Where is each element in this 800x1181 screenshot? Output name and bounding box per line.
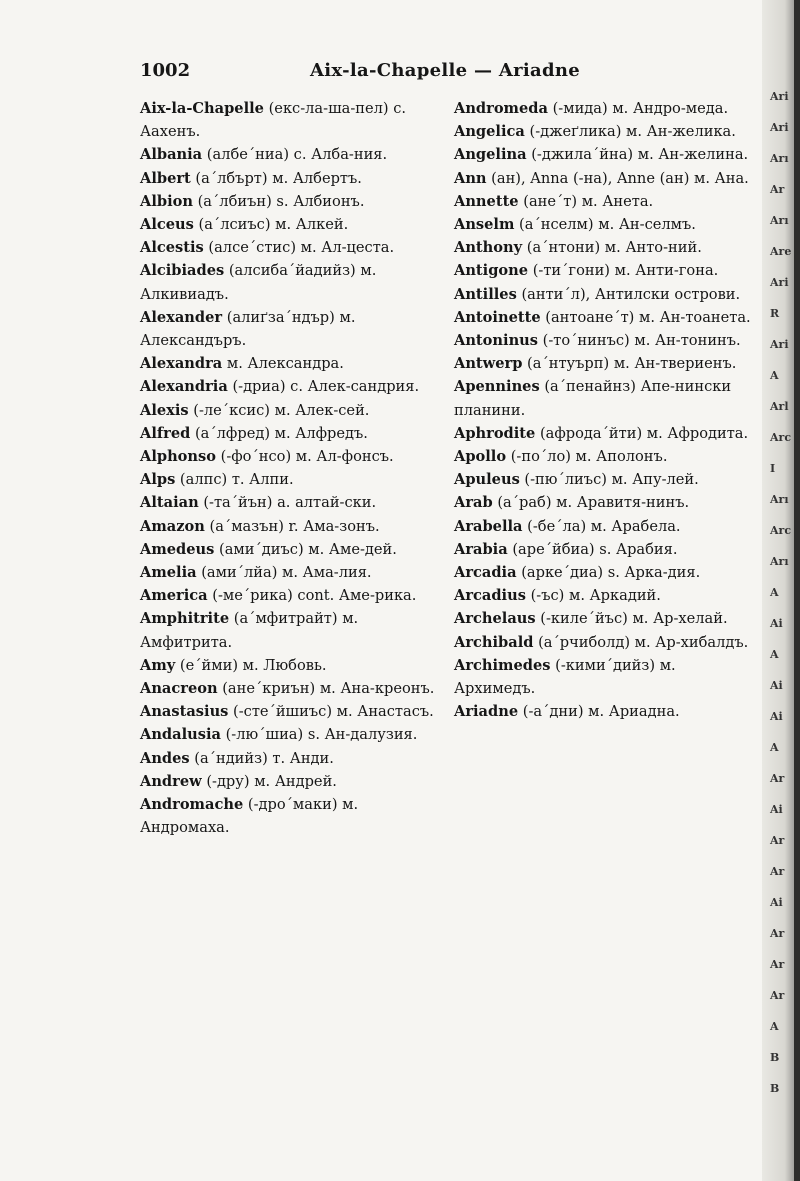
- next-page-fragment: B: [770, 1051, 780, 1064]
- entry-headword: Angelina: [454, 146, 527, 164]
- dictionary-entry: [454, 631, 754, 654]
- entry-headword: Antilles: [454, 285, 517, 303]
- entry-definition: (-ле´ксис) м. Алек-сей.: [188, 401, 370, 419]
- entry-definition: (-дро´маки) м. Андромаха.: [140, 796, 359, 837]
- entry-definition: (а´ндийз) т. Анди.: [189, 749, 334, 767]
- page-header: [140, 60, 760, 88]
- dictionary-entry: [140, 677, 440, 700]
- entry-headword: Amedeus: [140, 540, 215, 558]
- dictionary-entry: [140, 538, 440, 561]
- next-page-fragment: Ai: [770, 710, 783, 723]
- dictionary-entry: [140, 97, 440, 143]
- entry-headword: Archelaus: [454, 610, 536, 628]
- dictionary-entry: [140, 213, 440, 236]
- dictionary-entry: [454, 190, 754, 213]
- dictionary-entry: [140, 654, 440, 677]
- dictionary-entry: [140, 306, 440, 352]
- entry-definition: (антоане´т) м. Ан-тоанета.: [540, 308, 751, 326]
- next-page-fragment: I: [770, 462, 776, 475]
- dictionary-entry: [454, 584, 754, 607]
- entry-headword: Alps: [140, 471, 176, 489]
- next-page-fragment: Ai: [770, 679, 783, 692]
- dictionary-entry: [454, 352, 754, 375]
- entry-definition: (а´раб) м. Аравитя-нинъ.: [492, 494, 690, 512]
- entry-headword: Apuleus: [454, 471, 520, 489]
- next-page-fragment: Arc: [770, 431, 792, 444]
- next-page-fragment: Arı: [770, 493, 789, 506]
- next-page-fragment: Are: [770, 245, 792, 258]
- entry-definition: (а´нтони) м. Анто-ний.: [522, 239, 702, 257]
- entry-headword: Amy: [140, 656, 176, 674]
- next-page-fragment: Ar: [770, 989, 785, 1002]
- next-page-fragment: A: [770, 1020, 779, 1033]
- dictionary-entry: [140, 491, 440, 514]
- dictionary-entry: [140, 770, 440, 793]
- entry-definition: (-киле´йъс) м. Ар-хелай.: [535, 610, 728, 628]
- dictionary-entry: [140, 793, 440, 839]
- entry-definition: (а´лбърт) м. Албертъ.: [190, 169, 362, 187]
- entry-definition: (-кими´дийз) м. Архимедъ.: [454, 656, 676, 698]
- entry-headword: Archibald: [454, 633, 534, 651]
- dictionary-entry: [140, 352, 440, 375]
- next-page-fragment: Arı: [770, 214, 789, 227]
- left-column: [140, 97, 440, 840]
- entry-headword: Andromeda: [454, 100, 548, 117]
- dictionary-entry: [140, 747, 440, 770]
- entry-definition: (-сте´йшиъс) м. Анастасъ.: [228, 703, 434, 721]
- entry-definition: (а´пенайнз) Апе-нински планини.: [454, 378, 732, 419]
- dictionary-entry: [140, 259, 440, 305]
- entry-headword: Andes: [140, 749, 190, 767]
- dictionary-entry: [140, 468, 440, 491]
- entry-headword: Albania: [140, 146, 203, 164]
- entry-definition: (а´мфитрайт) м. Амфитрита.: [140, 610, 359, 651]
- dictionary-entry: [140, 445, 440, 468]
- entry-definition: (-та´йън) а. алтай-ски.: [198, 494, 377, 512]
- entry-definition: (-дру) м. Андрей.: [201, 772, 337, 790]
- dictionary-entry: [140, 607, 440, 653]
- dictionary-entry: [454, 306, 754, 329]
- entry-headword: Anastasius: [140, 703, 229, 721]
- dictionary-entry: [140, 236, 440, 259]
- entry-definition: (ане´т) м. Анета.: [518, 192, 654, 210]
- dictionary-entry: [454, 97, 754, 120]
- entry-headword: Apennines: [454, 378, 540, 396]
- entry-headword: Andrew: [140, 772, 202, 790]
- entry-definition: м. Александра.: [222, 355, 344, 373]
- entry-headword: Antwerp: [454, 355, 523, 373]
- next-page-fragment: A: [770, 586, 779, 599]
- entry-headword: Antoninus: [454, 332, 538, 350]
- dictionary-entry: [454, 236, 754, 259]
- next-page-fragment: Ari: [770, 121, 789, 134]
- entry-definition: (-джила´йна) м. Ан-желина.: [526, 146, 749, 164]
- dictionary-entry: [454, 120, 754, 143]
- entry-headword: Andromache: [140, 796, 244, 814]
- entry-headword: Alexander: [140, 308, 223, 326]
- dictionary-entry: [140, 561, 440, 584]
- entry-headword: Alphonso: [140, 448, 216, 466]
- entry-definition: (а´лфред) м. Алфредъ.: [190, 424, 368, 442]
- entry-definition: (анти´л), Антилски острови.: [516, 285, 741, 303]
- entry-definition: (а´лсиъс) м. Алкей.: [193, 216, 349, 234]
- entry-headword: Alceus: [140, 216, 194, 234]
- entry-definition: (-дриа) с. Алек-сандрия.: [227, 378, 420, 396]
- entry-headword: Anthony: [454, 239, 523, 257]
- dictionary-entry: [454, 329, 754, 352]
- dictionary-entry: [454, 422, 754, 445]
- entry-headword: Andalusia: [140, 726, 221, 744]
- entry-definition: (алиґза´ндър) м. Александъръ.: [140, 308, 356, 350]
- dictionary-entry: [140, 167, 440, 190]
- next-page-fragment: Ar: [770, 772, 785, 785]
- entry-definition: (а´рчиболд) м. Ар-хибалдъ.: [533, 633, 749, 651]
- entry-definition: (ами´лйа) м. Ама-лия.: [196, 564, 372, 582]
- next-page-fragment: A: [770, 648, 779, 661]
- next-page-fragment: Ai: [770, 617, 783, 630]
- entry-definition: (-ме´рика) cont. Аме-рика.: [207, 587, 417, 605]
- entry-headword: Albert: [140, 169, 191, 187]
- entry-headword: Aphrodite: [454, 424, 536, 442]
- entry-headword: Alcestis: [140, 239, 204, 257]
- entry-definition: (-пю´лиъс) м. Апу-лей.: [519, 471, 699, 489]
- entry-headword: Amazon: [140, 517, 205, 535]
- entry-headword: Amelia: [140, 564, 197, 582]
- entry-definition: (алсиба´йадийз) м. Алкивиадъ.: [140, 262, 377, 303]
- next-page-fragment: B: [770, 1082, 780, 1095]
- dictionary-entry: [140, 700, 440, 723]
- next-page-fragment: A: [770, 741, 779, 754]
- next-page-edge: [762, 0, 800, 1181]
- next-page-fragment: Ar: [770, 865, 785, 878]
- dictionary-entry: [454, 491, 754, 514]
- entry-definition: (-фо´нсо) м. Ал-фонсъ.: [215, 448, 394, 466]
- next-page-fragment: Ari: [770, 276, 789, 289]
- entry-headword: Aix-la-Chapelle: [140, 100, 264, 117]
- entry-definition: (алпс) т. Алпи.: [175, 471, 294, 489]
- entry-headword: Annette: [454, 192, 519, 210]
- entry-headword: Arcadia: [454, 564, 517, 582]
- entry-definition: (-лю´шиа) s. Ан-далузия.: [220, 726, 418, 744]
- entry-headword: Archimedes: [454, 656, 551, 674]
- dictionary-entry: [454, 375, 754, 421]
- dictionary-entry: [454, 445, 754, 468]
- entry-headword: Alexandria: [140, 378, 228, 396]
- entry-headword: Angelica: [454, 123, 525, 141]
- next-page-fragment: Ar: [770, 927, 785, 940]
- next-page-fragment: R: [770, 307, 780, 320]
- entry-definition: (е´йми) м. Любовь.: [175, 656, 327, 674]
- dictionary-entry: [454, 654, 754, 700]
- entry-definition: (-ти´гони) м. Анти-гона.: [528, 262, 719, 280]
- dictionary-entry: [140, 399, 440, 422]
- entry-definition: (а´нселм) м. Ан-селмъ.: [514, 216, 696, 234]
- entry-headword: Arcadius: [454, 587, 526, 605]
- entry-definition: (аре´йбиа) s. Арабия.: [507, 540, 678, 558]
- dictionary-entry: [454, 167, 754, 190]
- entry-definition: (-джеґлика) м. Ан-желика.: [524, 123, 736, 141]
- entry-headword: America: [140, 587, 208, 605]
- dictionary-entry: [454, 561, 754, 584]
- next-page-fragment: Arl: [770, 400, 789, 413]
- entry-headword: Antigone: [454, 262, 529, 280]
- entry-headword: Arabella: [454, 517, 523, 535]
- dictionary-entry: [454, 259, 754, 282]
- dictionary-entry: [140, 375, 440, 398]
- entry-definition: (-мида) м. Андро-меда.: [547, 100, 729, 117]
- entry-definition: (-ъс) м. Аркадий.: [525, 587, 661, 605]
- page-edge-shadow: [794, 0, 800, 1181]
- page-number: 1002: [140, 60, 191, 81]
- dictionary-entry: [140, 422, 440, 445]
- entry-definition: (-то´нинъс) м. Ан-тонинъ.: [538, 332, 741, 350]
- entry-definition: (-а´дни) м. Ариадна.: [518, 703, 680, 721]
- next-page-fragment: Ar: [770, 958, 785, 971]
- dictionary-entry: [140, 723, 440, 746]
- entry-headword: Alfred: [140, 424, 191, 442]
- next-page-fragment: Arı: [770, 152, 789, 165]
- entry-headword: Altaian: [140, 494, 199, 512]
- dictionary-entry: [454, 515, 754, 538]
- next-page-fragment: A: [770, 369, 779, 382]
- entry-headword: Anselm: [454, 216, 515, 234]
- page-title: Aix-la-Chapelle — Ariadne: [310, 60, 581, 81]
- entry-definition: (арке´диа) s. Арка-дия.: [516, 564, 701, 582]
- entry-headword: Alexandra: [140, 355, 223, 373]
- next-page-fragment: Arı: [770, 555, 789, 568]
- dictionary-entry: [140, 515, 440, 538]
- entry-definition: (ан), Anna (-на), Anne (ан) м. Ана.: [486, 169, 749, 187]
- entry-definition: (-бе´ла) м. Арабела.: [522, 517, 681, 535]
- entry-definition: (алсе´стис) м. Ал-цеста.: [203, 239, 395, 257]
- entry-headword: Arabia: [454, 540, 508, 558]
- next-page-fragment: Ai: [770, 803, 783, 816]
- entry-headword: Ariadne: [454, 703, 519, 721]
- entry-definition: (албе´ниа) с. Алба-ния.: [202, 146, 388, 164]
- dictionary-entry: [454, 607, 754, 630]
- entry-headword: Albion: [140, 192, 193, 210]
- dictionary-entry: [454, 213, 754, 236]
- next-page-fragment: Ai: [770, 896, 783, 909]
- dictionary-entry: [454, 143, 754, 166]
- dictionary-entry: [454, 538, 754, 561]
- next-page-fragment: Ar: [770, 834, 785, 847]
- entry-definition: (екс-ла-ша-пел) с. Аахенъ.: [140, 100, 407, 141]
- entry-headword: Arab: [454, 494, 493, 512]
- entry-definition: (ами´диъс) м. Аме-дей.: [214, 540, 397, 558]
- entry-headword: Alcibiades: [140, 262, 225, 280]
- entry-headword: Amphitrite: [140, 610, 230, 628]
- next-page-fragment: Ar: [770, 183, 785, 196]
- right-column: [454, 97, 754, 723]
- entry-headword: Anacreon: [140, 680, 218, 698]
- next-page-fragment: Ari: [770, 90, 789, 103]
- entry-headword: Antoinette: [454, 308, 541, 326]
- next-page-fragment: Ari: [770, 338, 789, 351]
- dictionary-entry: [140, 190, 440, 213]
- dictionary-entry: [454, 700, 754, 723]
- entry-definition: (-по´ло) м. Аполонъ.: [506, 448, 668, 466]
- entry-headword: Ann: [454, 169, 487, 187]
- entry-definition: (а´мазън) r. Ама-зонъ.: [204, 517, 380, 535]
- entry-definition: (а´лбиън) s. Албионъ.: [192, 192, 365, 210]
- next-page-fragment: Arc: [770, 524, 792, 537]
- entry-definition: (афрода´йти) м. Афродита.: [535, 424, 749, 442]
- entry-definition: (а´нтуърп) м. Ан-твериенъ.: [522, 355, 737, 373]
- dictionary-entry: [454, 283, 754, 306]
- dictionary-entry: [140, 143, 440, 166]
- dictionary-entry: [140, 584, 440, 607]
- entry-definition: (ане´криън) м. Ана-креонъ.: [217, 680, 435, 698]
- entry-headword: Apollo: [454, 448, 507, 466]
- dictionary-entry: [454, 468, 754, 491]
- entry-headword: Alexis: [140, 401, 189, 419]
